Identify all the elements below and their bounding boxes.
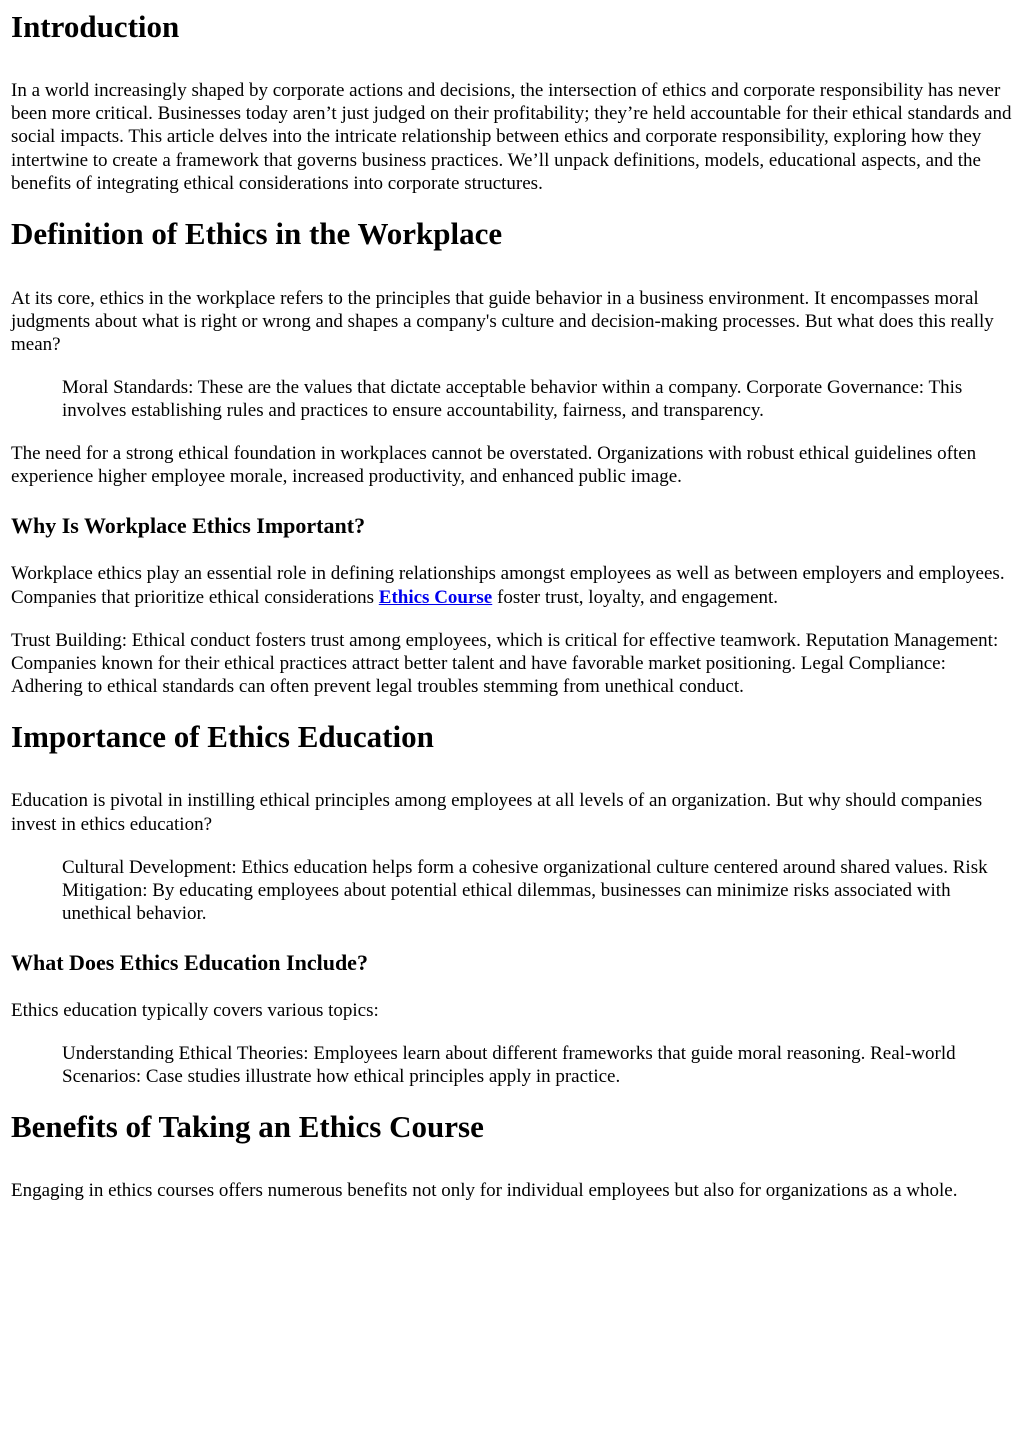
why-ethics-paragraph bbox=[11, 562, 1014, 608]
article bbox=[0, 9, 1024, 1202]
definition-closing-paragraph: The need for a strong ethical foundation in workplaces cannot be overstated. Organizations with robust ethical guidelines often experience higher employee morale, increased productivity, and enhanced public image. bbox=[11, 443, 977, 488]
intro-paragraph: In a world increasingly shaped by corporate actions and decisions, the intersection of ethics and corporate responsibility has never been more critical. Businesses today aren’t just judged on their profitability; they’re held accountable for their ethical standards and social impacts. This article delves into the intricate relationship between ethics and corporate responsibility, exploring how they intertwine to create a framework that governs business practices. We’ll unpack definitions, models, educational aspects, and the benefits of integrating ethical considerations into corporate structures. bbox=[11, 80, 1012, 194]
ethics-course-link[interactable]: Ethics Course bbox=[378, 586, 493, 608]
education-heading: Importance of Ethics Education bbox=[11, 719, 434, 755]
education-blockquote: Cultural Development: Ethics education helps form a cohesive organizational culture centered around shared values. Risk Mitigation: By educating employees about potential ethical dilemmas, businesses can minimize risks associated with unethical behavior. bbox=[62, 856, 988, 925]
definition-paragraph: At its core, ethics in the workplace refers to the principles that guide behavior in a business environment. It encompasses moral judgments about what is right or wrong and shapes a company's culture and decision-making processes. But what does this really mean? bbox=[11, 288, 994, 356]
definition-heading: Definition of Ethics in the Workplace bbox=[11, 216, 503, 252]
why-text-before-link: Workplace ethics play an essential role in defining relationships amongst employees as well as between employers and employees. Companies that prioritize ethical considerations bbox=[11, 563, 1005, 608]
intro-heading: Introduction bbox=[11, 9, 180, 44]
why-ethics-details-paragraph: Trust Building: Ethical conduct fosters trust among employees, which is critical for effective teamwork. Reputation Management: Companies known for their ethical practices attract better talent and have favorable market positioning. Legal Compliance: Adhering to ethical standards can often prevent legal troubles stemming from unethical conduct. bbox=[11, 629, 999, 698]
education-includes-heading: What Does Ethics Education Include? bbox=[11, 950, 368, 976]
benefits-paragraph: Engaging in ethics courses offers numerous benefits not only for individual employees but also for organizations as a whole. bbox=[11, 1180, 958, 1202]
education-paragraph: Education is pivotal in instilling ethical principles among employees at all levels of an organization. But why should companies invest in ethics education? bbox=[11, 790, 983, 835]
why-ethics-heading: Why Is Workplace Ethics Important? bbox=[11, 513, 366, 539]
why-text-after-link: foster trust, loyalty, and engagement. bbox=[492, 586, 779, 608]
education-includes-paragraph: Ethics education typically covers various topics: bbox=[11, 1000, 379, 1022]
education-includes-blockquote: Understanding Ethical Theories: Employees learn about different frameworks that guide moral reasoning. Real-world Scenarios: Case studies illustrate how ethical principles apply in practice. bbox=[62, 1042, 956, 1087]
benefits-heading: Benefits of Taking an Ethics Course bbox=[11, 1109, 484, 1145]
definition-blockquote: Moral Standards: These are the values that dictate acceptable behavior within a company. Corporate Governance: This involves establishing rules and practices to ensure accountability, fairness, and transparency. bbox=[62, 376, 963, 421]
